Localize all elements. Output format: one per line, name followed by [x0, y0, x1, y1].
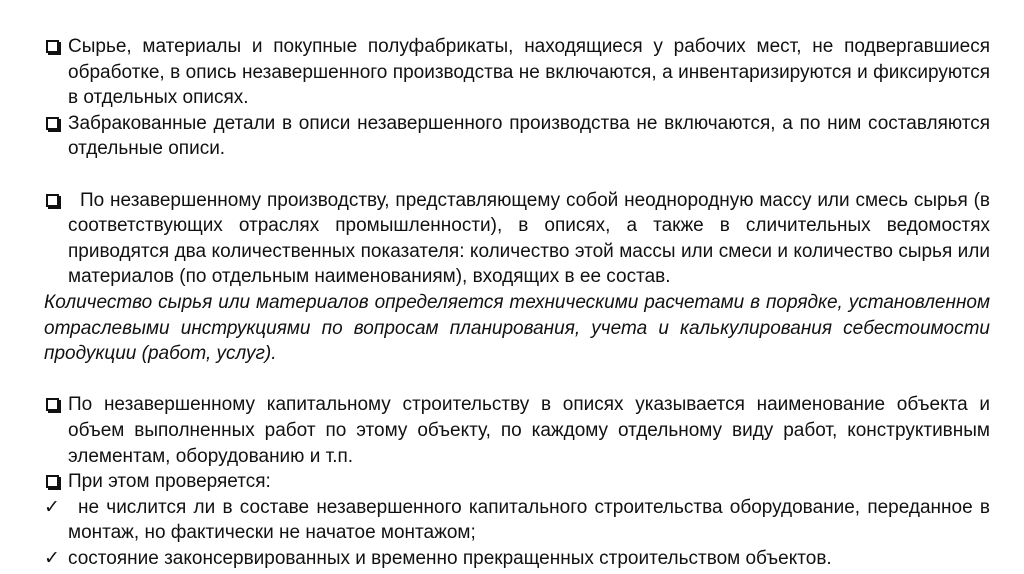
italic-note: Количество сырья или материалов определяется техническими расчетами в порядке, установленном отраслевыми инструкциями по вопросам планирования, учета и калькулирования себестоимости продукции (работ, услуг).: [44, 291, 990, 365]
paragraph-text: не числится ли в составе незавершенного капитального строительства оборудование, переданное в монтаж, но фактически не начатое монтажом;: [68, 496, 990, 544]
list-item: [44, 111, 990, 162]
list-item: [44, 188, 990, 290]
check-item: [44, 495, 990, 546]
square-bullet-icon: [46, 398, 59, 411]
checkmark-icon: ✓: [44, 546, 60, 569]
paragraph-text: Сырье, материалы и покупные полуфабрикаты, находящиеся у рабочих мест, не подвергавшиеся обработке, в опись незавершенного производства не включаются, а инвентаризируются и фиксируются в отдельных описях.: [68, 36, 990, 109]
square-bullet-icon: [46, 194, 59, 207]
list-item: [44, 392, 990, 469]
paragraph-text: Забракованные детали в описи незавершенного производства не включаются, а по ним составляются отдельные описи.: [68, 112, 990, 160]
list-item: [44, 469, 990, 495]
paragraph-text: состояние законсервированных и временно прекращенных строительством объектов.: [68, 547, 832, 569]
square-bullet-icon: [46, 475, 59, 488]
square-bullet-icon: [46, 117, 59, 130]
spacer: [44, 367, 990, 393]
list-item: [44, 34, 990, 111]
paragraph-text: По незавершенному производству, представляющему собой неоднородную массу или смесь сырья (в соответствующих отраслях промышленности), в описях, а также в сличительных ведомостях приводятся два количественных показателя: количество этой массы или смеси и количество сырья или материалов (по отдельным наименованиям), входящих в ее состав.: [68, 189, 990, 288]
checkmark-icon: ✓: [44, 495, 60, 518]
paragraph-text: По незавершенному капитальному строительству в описях указывается наименование объекта и объем выполненных работ по этому объекту, по каждому отдельному виду работ, конструктивным элементам, оборудованию и т.п.: [68, 394, 990, 467]
check-item: [44, 546, 990, 572]
paragraph-text: При этом проверяется:: [68, 471, 271, 493]
spacer: [44, 162, 990, 188]
square-bullet-icon: [46, 40, 59, 53]
